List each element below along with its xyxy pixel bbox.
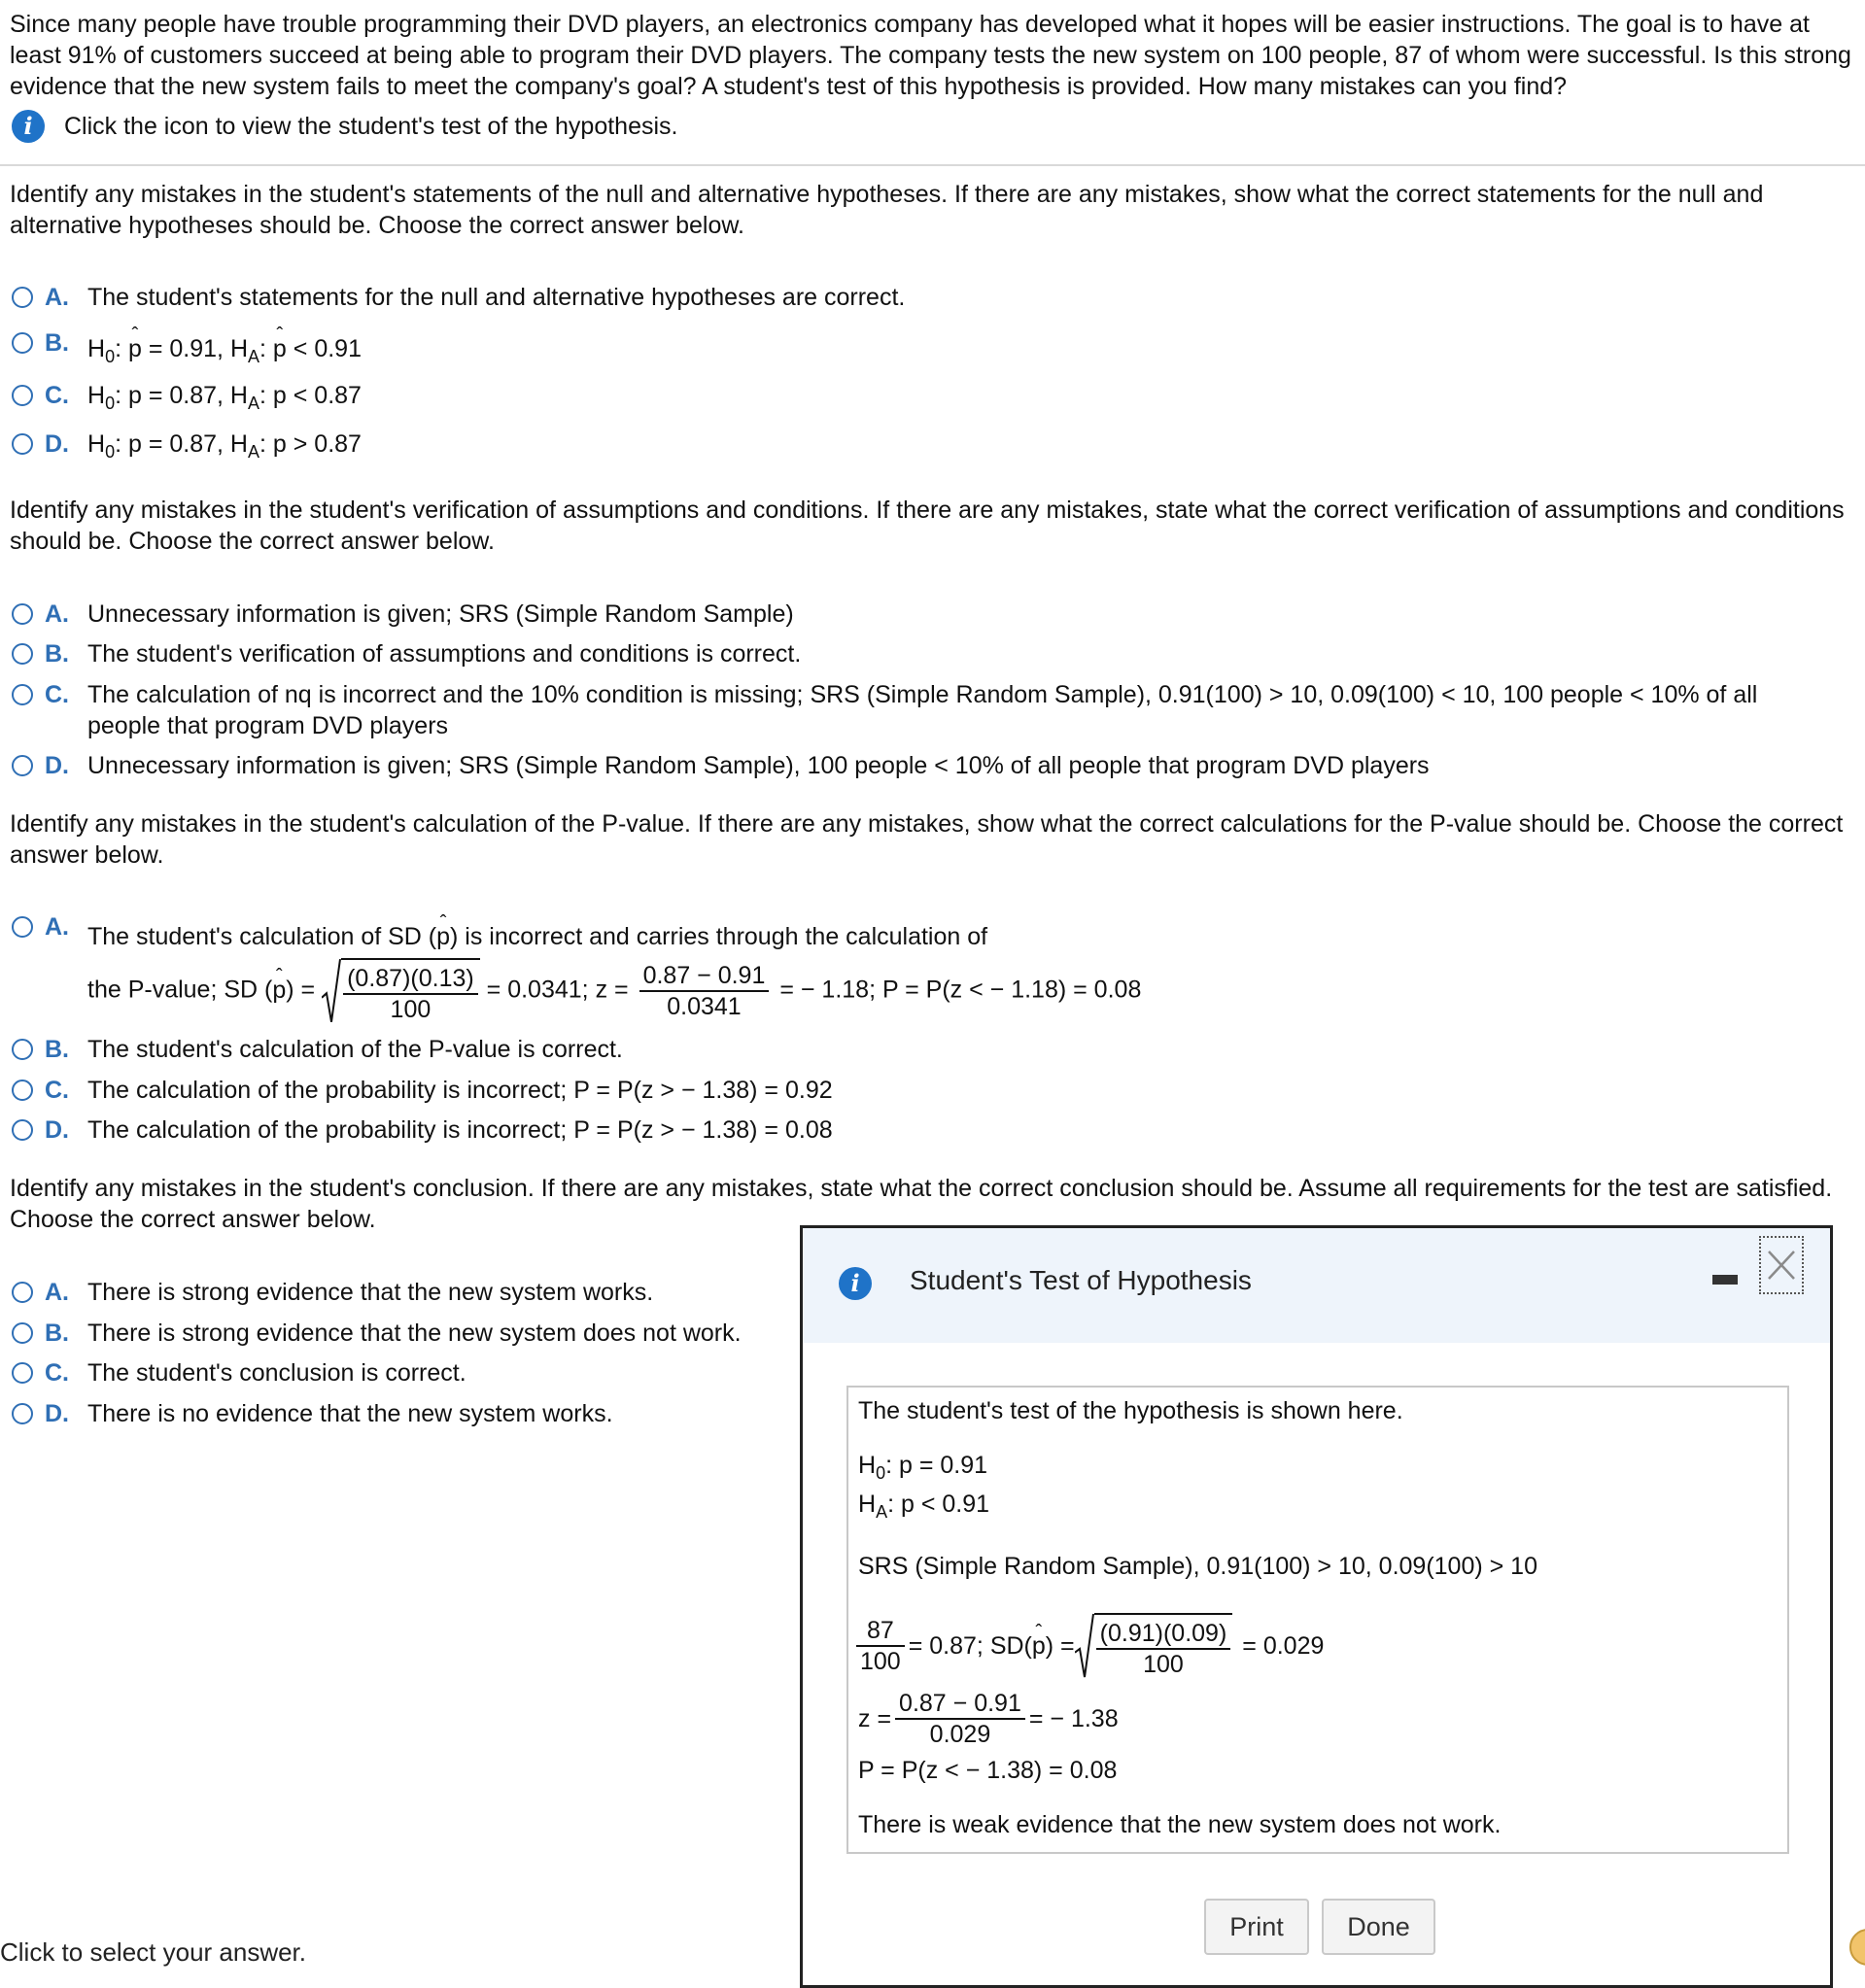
option-text: The student's verification of assumptions and conditions is correct. [87, 640, 802, 668]
radio-button[interactable] [12, 755, 33, 776]
sqrt-expression: $\frac{(0.91)(0.09)}{100}$ [1075, 1613, 1233, 1679]
option-text: There is strong evidence that the new system does not work. [87, 1320, 742, 1347]
radio-button[interactable] [12, 332, 33, 354]
dialog-header[interactable] [803, 1228, 1830, 1343]
option-letter: A. [45, 600, 69, 628]
option-text: The calculation of nq is incorrect and the 10% condition is missing; SRS (Simple Random Sample), 0.91(100) > 10, 0.09(100) < 10, 100 people < 10% of all people that program DVD players [87, 681, 1758, 739]
done-button[interactable]: Done [1322, 1899, 1435, 1955]
part3-option-b[interactable] [12, 1034, 1846, 1065]
radio-button[interactable] [12, 916, 33, 938]
option-text: $H_0$: p = 0.87, $H_A$: p < 0.87 [87, 382, 362, 413]
radio-button[interactable] [12, 603, 33, 625]
dialog-p-value: P = P(z < − 1.38) = 0.08 [858, 1757, 1118, 1784]
option-text: The student's statements for the null and alternative hypotheses are correct. [87, 284, 906, 311]
dialog-null-hypothesis: $H_0$: p = 0.91 [858, 1452, 988, 1483]
option-letter: C. [45, 1077, 69, 1104]
part3-option-a[interactable] [12, 911, 1846, 1024]
option-letter: C. [45, 1359, 69, 1387]
option-letter: A. [45, 1279, 69, 1306]
radio-button[interactable] [12, 433, 33, 455]
option-letter: B. [45, 640, 69, 668]
part2-option-d[interactable] [12, 750, 1846, 781]
option-letter: D. [45, 1116, 69, 1144]
option-text: The student's calculation of SD (ˆ p) is incorrect and carries through the calculation of the P-value; SD (ˆ p) = $\frac{(0.87)(0.13)}{100}$ = 0.0341; z = $\frac{0.87 - 0.91}{0.0341}$ = − 1.18; P = P(z < − 1.18) = 0.08 [87, 911, 1846, 1024]
part2-option-a[interactable] [12, 599, 1846, 630]
question-text: Since many people have trouble programming their DVD players, an electronics company has developed what it hopes will be easier instructions. The goal is to have at least 91% of customers succeed at being able to program their DVD players. The company tests the new system on 100 people, 87 of whom were successful. Is this strong evidence that the new system fails to meet the company's goal? A student's test of this hypothesis is provided. How many mistakes can you find? [10, 11, 1851, 100]
part4-option-c[interactable] [12, 1357, 789, 1388]
divider [0, 164, 1865, 166]
part4-option-a[interactable] [12, 1277, 789, 1308]
part4-option-b[interactable] [12, 1318, 789, 1349]
radio-button[interactable] [12, 1282, 33, 1303]
radio-button[interactable] [12, 643, 33, 665]
dialog-title: Student's Test of Hypothesis [910, 1265, 1252, 1295]
part1-option-d[interactable] [12, 428, 1846, 460]
student-test-dialog [800, 1225, 1833, 1988]
part1-prompt: Identify any mistakes in the student's statements of the null and alternative hypotheses. If there are any mistakes, show what the correct statements for the null and alternative hypotheses should be. Choose the correct answer below. [10, 181, 1764, 239]
part4-prompt: Identify any mistakes in the student's conclusion. If there are any mistakes, state what the correct conclusion should be. Assume all requirements for the test are satisfied. Choose the correct answer below. [10, 1175, 1833, 1233]
radio-button[interactable] [12, 1080, 33, 1101]
option-letter: A. [45, 284, 69, 311]
dialog-conditions: SRS (Simple Random Sample), 0.91(100) > 10, 0.09(100) > 10 [858, 1553, 1537, 1580]
option-text: The student's conclusion is correct. [87, 1359, 466, 1387]
dialog-conclusion: There is weak evidence that the new system does not work. [858, 1811, 1502, 1838]
print-button[interactable]: Print [1204, 1899, 1309, 1955]
dialog-alt-hypothesis: $H_A$: p < 0.91 [858, 1491, 990, 1522]
option-letter: D. [45, 1400, 69, 1427]
part1-option-b[interactable] [12, 327, 1846, 364]
dialog-intro: The student's test of the hypothesis is shown here. [858, 1397, 1403, 1424]
option-letter: D. [45, 752, 69, 779]
option-text: Unnecessary information is given; SRS (Simple Random Sample) [87, 600, 794, 628]
radio-button[interactable] [12, 1322, 33, 1344]
option-letter: B. [45, 1036, 69, 1063]
part3-option-d[interactable] [12, 1114, 1846, 1146]
info-row [12, 110, 678, 143]
dialog-sd-calculation: $\frac{87}{100}$ = 0.87; SD( ˆ p ) = $\frac{(0.91)(0.09)}{100}$ = 0.029 [856, 1613, 1324, 1679]
part4-option-d[interactable] [12, 1398, 789, 1429]
option-text: There is no evidence that the new system works. [87, 1400, 613, 1427]
radio-button[interactable] [12, 1362, 33, 1384]
part2-prompt: Identify any mistakes in the student's verification of assumptions and conditions. If there are any mistakes, state what the correct verification of assumptions and conditions should be. Choose the correct answer below. [10, 497, 1845, 555]
help-badge-icon[interactable] [1849, 1929, 1865, 1966]
option-letter: A. [45, 913, 69, 941]
radio-button[interactable] [12, 684, 33, 705]
option-letter: C. [45, 382, 69, 409]
part1-option-a[interactable] [12, 282, 1846, 313]
dialog-content-box [846, 1386, 1789, 1854]
info-link-text[interactable]: Click the icon to view the student's test of the hypothesis. [64, 113, 678, 140]
option-letter: B. [45, 1320, 69, 1347]
dialog-info-icon: i [839, 1267, 872, 1300]
part3-prompt: Identify any mistakes in the student's calculation of the P-value. If there are any mistakes, show what the correct calculations for the P-value should be. Choose the correct answer below. [10, 810, 1844, 869]
option-text: The student's calculation of the P-value is correct. [87, 1036, 623, 1063]
close-icon[interactable] [1759, 1236, 1804, 1294]
part3-option-c[interactable] [12, 1075, 1846, 1106]
minimize-icon[interactable] [1712, 1275, 1738, 1285]
option-text: Unnecessary information is given; SRS (Simple Random Sample), 100 people < 10% of all people that program DVD players [87, 752, 1430, 779]
radio-button[interactable] [12, 287, 33, 308]
part2-option-c[interactable] [12, 679, 1807, 741]
radio-button[interactable] [12, 1403, 33, 1424]
option-text: $H_0$: p = 0.87, $H_A$: p > 0.87 [87, 430, 362, 462]
footer-status-text: Click to select your answer. [0, 1937, 307, 1967]
option-text: The calculation of the probability is incorrect; P = P(z > − 1.38) = 0.92 [87, 1077, 833, 1104]
option-text: The calculation of the probability is incorrect; P = P(z > − 1.38) = 0.08 [87, 1116, 833, 1144]
dialog-z-calculation: z = $\frac{0.87 - 0.91}{0.029}$ = − 1.38 [858, 1690, 1119, 1748]
info-icon[interactable]: i [12, 110, 45, 143]
option-letter: D. [45, 430, 69, 458]
option-letter: B. [45, 329, 69, 357]
part1-option-c[interactable] [12, 380, 1846, 411]
radio-button[interactable] [12, 1039, 33, 1060]
option-text: There is strong evidence that the new system works. [87, 1279, 654, 1306]
option-text: $H_0$: ˆ p = 0.91, $H_A$: ˆ p < 0.91 [87, 333, 1846, 364]
radio-button[interactable] [12, 1119, 33, 1141]
option-letter: C. [45, 681, 69, 708]
part2-option-b[interactable] [12, 638, 1846, 669]
z-fraction: $\frac{0.87 - 0.91}{0.0341}$ [639, 961, 770, 1021]
radio-button[interactable] [12, 385, 33, 406]
sqrt-expression: $\frac{(0.87)(0.13)}{100}$ [322, 958, 480, 1024]
